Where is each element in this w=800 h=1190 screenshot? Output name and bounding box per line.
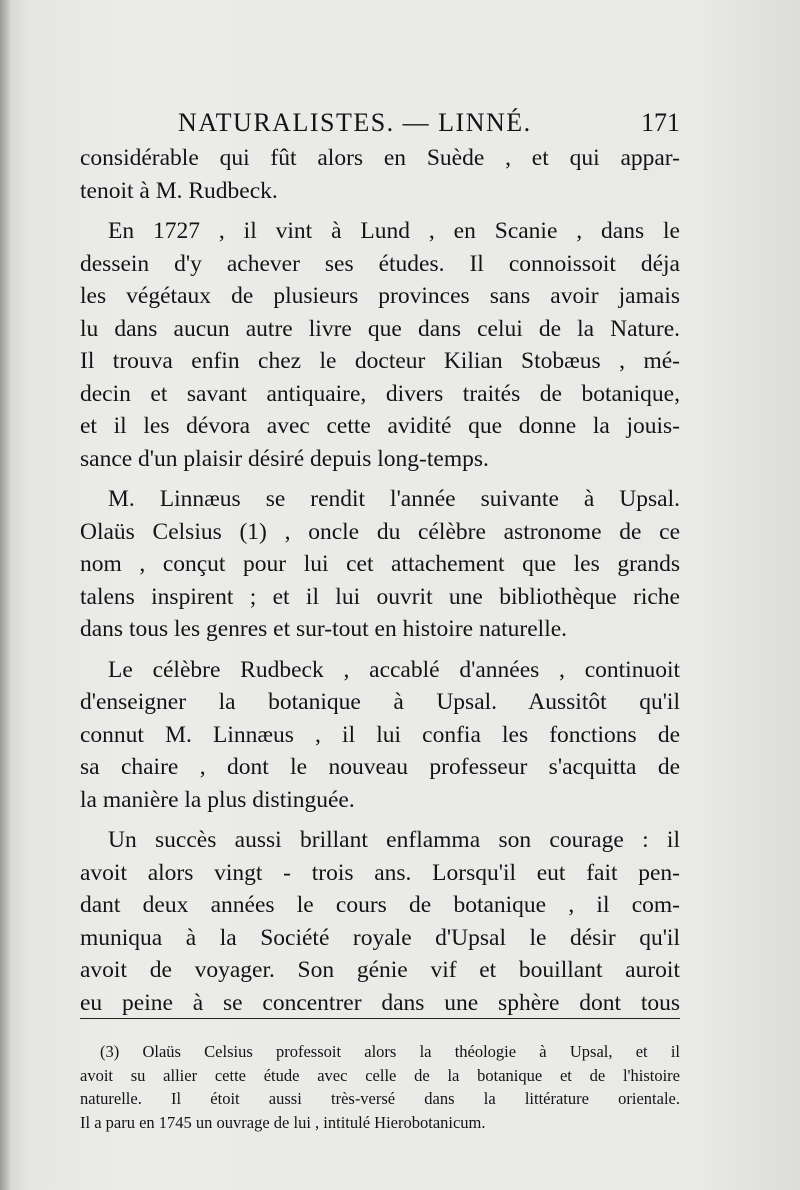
text-line: M. Linnæus se rendit l'année suivante à Upsal. [108, 486, 680, 512]
text-line: dant deux années le cours de botanique , il com- [80, 892, 680, 918]
text-line: les végétaux de plusieurs provinces sans avoir jamais [80, 283, 680, 309]
text-line: talens inspirent ; et il lui ouvrit une bibliothèque riche [80, 583, 680, 610]
text-line: connut M. Linnæus , il lui confia les fonctions de [80, 721, 680, 748]
paragraph [80, 215, 680, 475]
text-line: decin et savant antiquaire, divers traités de botanique, [80, 380, 680, 407]
text-line: Il trouva enfin chez le docteur Kilian Stobæus , mé- [80, 348, 680, 374]
text-line: et il les dévora avec cette avidité que donne la jouis- [80, 413, 680, 439]
footnote-line: Il a paru en 1745 un ouvrage de lui , intitulé Hierobotanicum. [80, 1112, 486, 1132]
text-line: nom , conçut pour lui cet attachement que les grands [80, 551, 680, 577]
page-header [80, 108, 680, 142]
text-line: Olaüs Celsius (1) , oncle du célèbre astronome de ce [80, 518, 680, 545]
paragraph [80, 654, 680, 817]
text-line: eu peine à se concentrer dans une sphère dont tous [80, 989, 680, 1016]
text-line: Le célèbre Rudbeck , accablé d'années , continuoit [108, 656, 680, 683]
text-line: dessein d'y achever ses études. Il connoissoit déja [80, 250, 680, 277]
text-line: considérable qui fût alors en Suède , et qui appar- [80, 145, 680, 171]
text-line: dans tous les genres et sur-tout en histoire naturelle. [80, 616, 568, 642]
footnote-line: (3) Olaüs Celsius professoit alors la théologie à Upsal, et il [100, 1042, 680, 1061]
text-line: sa chaire , dont le nouveau professeur s'acquitta de [80, 754, 680, 780]
text-line: lu dans aucun autre livre que dans celui de la Nature. [80, 315, 680, 342]
main-text [80, 142, 680, 1019]
text-line: tenoit à M. Rudbeck. [80, 177, 278, 204]
text-line: Un succès aussi brillant enflamma son courage : il [108, 827, 680, 853]
paragraph [80, 483, 680, 646]
text-line: la manière la plus distinguée. [80, 786, 355, 813]
text-line: En 1727 , il vint à Lund , en Scanie , dans le [108, 218, 680, 244]
paragraph [80, 824, 680, 1019]
footnote-line: naturelle. Il étoit aussi très-versé dans la littérature orientale. [80, 1089, 680, 1108]
paragraph [80, 142, 680, 207]
footnote [80, 1040, 680, 1134]
text-line: d'enseigner la botanique à Upsal. Aussitôt qu'il [80, 689, 680, 715]
text-line: muniqua à la Société royale d'Upsal le désir qu'il [80, 924, 680, 951]
footnote-line: avoit su allier cette étude avec celle de la botanique et de l'histoire [80, 1065, 680, 1085]
text-line: avoit de voyager. Son génie vif et bouillant auroit [80, 957, 680, 983]
text-line: avoit alors vingt - trois ans. Lorsqu'il eut fait pen- [80, 859, 680, 886]
page-number: 171 [641, 108, 680, 137]
text-line: sance d'un plaisir désiré depuis long-temps. [80, 445, 489, 472]
footnote-rule [80, 1018, 680, 1019]
running-head: NATURALISTES. — LINNÉ. [178, 108, 532, 137]
